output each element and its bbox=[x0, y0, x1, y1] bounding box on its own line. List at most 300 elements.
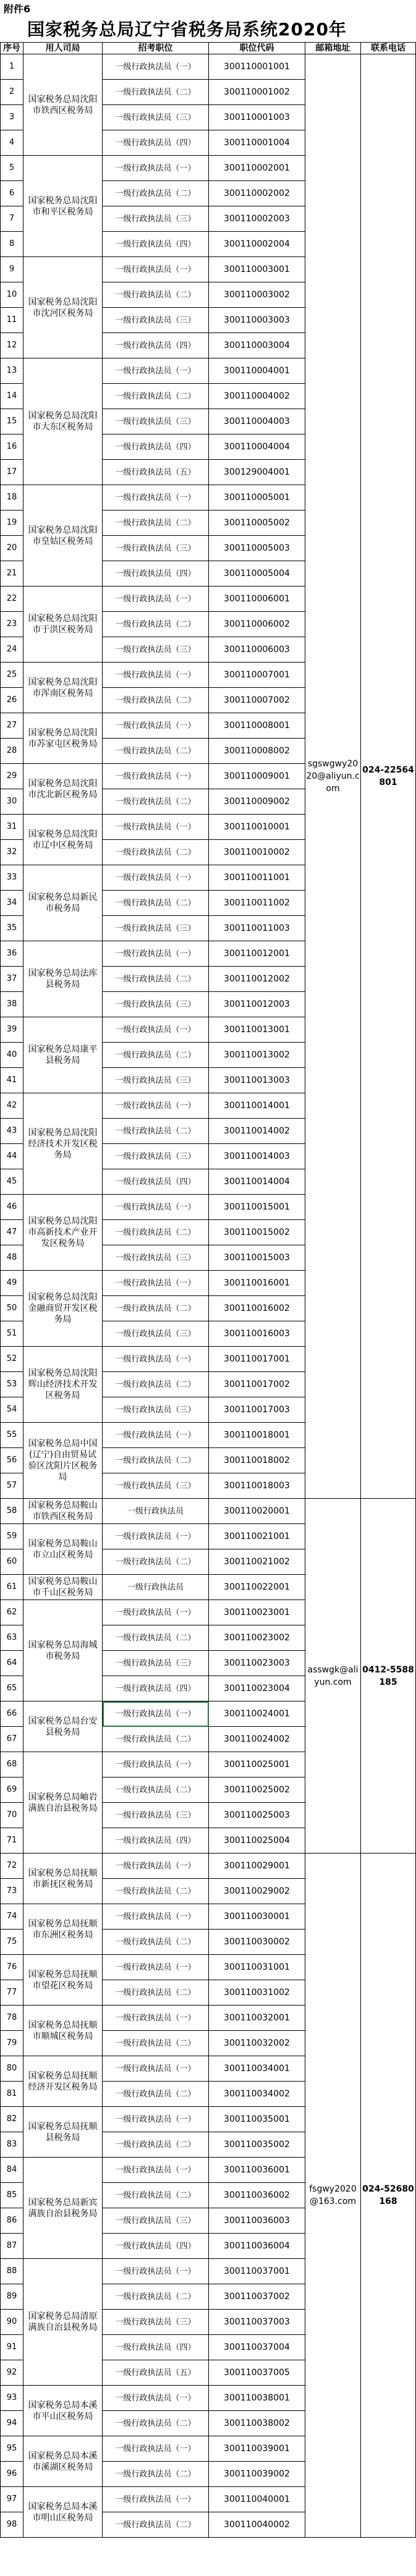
seq-cell[interactable]: 46 bbox=[0, 1195, 23, 1220]
position-cell[interactable]: 一级行政执法员（四） bbox=[103, 2234, 209, 2259]
seq-cell[interactable]: 57 bbox=[0, 1473, 23, 1499]
code-cell[interactable]: 300110020001 bbox=[209, 1499, 305, 1524]
position-cell[interactable]: 一级行政执法员（三） bbox=[103, 1803, 209, 1828]
position-cell[interactable]: 一级行政执法员（一） bbox=[103, 257, 209, 282]
position-cell[interactable]: 一级行政执法员（二） bbox=[103, 80, 209, 105]
code-cell[interactable]: 300110005003 bbox=[209, 536, 305, 561]
code-cell[interactable]: 300110007001 bbox=[209, 663, 305, 688]
code-cell[interactable]: 300110025003 bbox=[209, 1803, 305, 1828]
email-cell[interactable]: fsgwy2020@163.com bbox=[305, 1854, 361, 2538]
seq-cell[interactable]: 54 bbox=[0, 1397, 23, 1423]
code-cell[interactable]: 300110016003 bbox=[209, 1321, 305, 1347]
seq-cell[interactable]: 31 bbox=[0, 815, 23, 840]
seq-cell[interactable]: 33 bbox=[0, 865, 23, 891]
seq-cell[interactable]: 47 bbox=[0, 1220, 23, 1245]
code-cell[interactable]: 300110040001 bbox=[209, 2487, 305, 2512]
seq-cell[interactable]: 40 bbox=[0, 1043, 23, 1068]
seq-cell[interactable]: 30 bbox=[0, 789, 23, 815]
code-cell[interactable]: 300110037004 bbox=[209, 2335, 305, 2360]
code-cell[interactable]: 300110029002 bbox=[209, 1879, 305, 1904]
unit-cell[interactable]: 国家税务总局沈阳市铁西区税务局 bbox=[23, 54, 103, 156]
position-cell[interactable]: 一级行政执法员（二） bbox=[103, 840, 209, 865]
position-cell[interactable]: 一级行政执法员（二） bbox=[103, 2284, 209, 2310]
seq-cell[interactable]: 45 bbox=[0, 1169, 23, 1195]
unit-cell[interactable]: 国家税务总局沈阳市浑南区税务局 bbox=[23, 663, 103, 713]
seq-cell[interactable]: 29 bbox=[0, 764, 23, 789]
code-cell[interactable]: 300110036003 bbox=[209, 2208, 305, 2234]
code-cell[interactable]: 300110014003 bbox=[209, 1144, 305, 1169]
position-cell[interactable]: 一级行政执法员（一） bbox=[103, 1524, 209, 1549]
seq-cell[interactable]: 2 bbox=[0, 80, 23, 105]
code-cell[interactable]: 300110011003 bbox=[209, 916, 305, 941]
seq-cell[interactable]: 92 bbox=[0, 2360, 23, 2386]
unit-cell[interactable]: 国家税务总局新民市税务局 bbox=[23, 865, 103, 941]
seq-cell[interactable]: 17 bbox=[0, 460, 23, 485]
code-cell[interactable]: 300110037005 bbox=[209, 2360, 305, 2386]
code-cell[interactable]: 300110004003 bbox=[209, 409, 305, 434]
position-cell[interactable]: 一级行政执法员（二） bbox=[103, 789, 209, 815]
unit-cell[interactable]: 国家税务总局台安县税务局 bbox=[23, 1701, 103, 1752]
unit-cell[interactable]: 国家税务总局法库县税务局 bbox=[23, 941, 103, 1017]
seq-cell[interactable]: 55 bbox=[0, 1423, 23, 1448]
seq-cell[interactable]: 12 bbox=[0, 333, 23, 358]
position-cell[interactable]: 一级行政执法员（一） bbox=[103, 587, 209, 612]
header-phone[interactable]: 联系电话 bbox=[361, 42, 416, 54]
position-cell[interactable]: 一级行政执法员（一） bbox=[103, 815, 209, 840]
position-cell[interactable]: 一级行政执法员（二） bbox=[103, 739, 209, 764]
code-cell[interactable]: 300110011002 bbox=[209, 891, 305, 916]
unit-cell[interactable]: 国家税务总局抚顺市望花区税务局 bbox=[23, 1955, 103, 2006]
seq-cell[interactable]: 71 bbox=[0, 1828, 23, 1854]
position-cell[interactable]: 一级行政执法员（一） bbox=[103, 1423, 209, 1448]
code-cell[interactable]: 300110040002 bbox=[209, 2512, 305, 2538]
position-cell[interactable]: 一级行政执法员（四） bbox=[103, 130, 209, 156]
position-cell[interactable]: 一级行政执法员（一） bbox=[103, 865, 209, 891]
code-cell[interactable]: 300110001003 bbox=[209, 105, 305, 130]
seq-cell[interactable]: 18 bbox=[0, 485, 23, 511]
code-cell[interactable]: 300110017003 bbox=[209, 1397, 305, 1423]
position-cell[interactable]: 一级行政执法员（三） bbox=[103, 2208, 209, 2234]
position-cell[interactable]: 一级行政执法员（二） bbox=[103, 384, 209, 409]
seq-cell[interactable]: 21 bbox=[0, 561, 23, 587]
position-cell[interactable]: 一级行政执法员（三） bbox=[103, 1651, 209, 1676]
code-cell[interactable]: 300110023004 bbox=[209, 1676, 305, 1701]
seq-cell[interactable]: 24 bbox=[0, 637, 23, 663]
seq-cell[interactable]: 26 bbox=[0, 688, 23, 713]
seq-cell[interactable]: 95 bbox=[0, 2436, 23, 2462]
code-cell[interactable]: 300110015002 bbox=[209, 1220, 305, 1245]
position-cell[interactable]: 一级行政执法员（一） bbox=[103, 1017, 209, 1043]
seq-cell[interactable]: 6 bbox=[0, 181, 23, 206]
position-cell[interactable]: 一级行政执法员（三） bbox=[103, 308, 209, 333]
position-cell[interactable]: 一级行政执法员（三） bbox=[103, 1473, 209, 1499]
seq-cell[interactable]: 77 bbox=[0, 1980, 23, 2006]
position-cell[interactable]: 一级行政执法员（四） bbox=[103, 232, 209, 257]
seq-cell[interactable]: 23 bbox=[0, 612, 23, 637]
code-cell[interactable]: 300110010001 bbox=[209, 815, 305, 840]
position-cell[interactable]: 一级行政执法员（二） bbox=[103, 1372, 209, 1397]
position-cell[interactable]: 一级行政执法员（一） bbox=[103, 1854, 209, 1879]
code-cell[interactable]: 300110036001 bbox=[209, 2158, 305, 2183]
code-cell[interactable]: 300110009002 bbox=[209, 789, 305, 815]
position-cell[interactable]: 一级行政执法员（一） bbox=[103, 485, 209, 511]
unit-cell[interactable]: 国家税务总局沈阳市高新技术产业开发区税务局 bbox=[23, 1195, 103, 1271]
position-cell[interactable]: 一级行政执法员（二） bbox=[103, 1220, 209, 1245]
seq-cell[interactable]: 63 bbox=[0, 1625, 23, 1651]
seq-cell[interactable]: 84 bbox=[0, 2158, 23, 2183]
code-cell[interactable]: 300110008001 bbox=[209, 713, 305, 739]
seq-cell[interactable]: 51 bbox=[0, 1321, 23, 1347]
seq-cell[interactable]: 10 bbox=[0, 282, 23, 308]
unit-cell[interactable]: 国家税务总局沈阳辉山经济技术开发区税务局 bbox=[23, 1347, 103, 1423]
position-cell[interactable]: 一级行政执法员（一） bbox=[103, 1271, 209, 1296]
code-cell[interactable]: 300110004002 bbox=[209, 384, 305, 409]
code-cell[interactable]: 300110034002 bbox=[209, 2082, 305, 2107]
seq-cell[interactable]: 34 bbox=[0, 891, 23, 916]
unit-cell[interactable]: 国家税务总局抚顺市新抚区税务局 bbox=[23, 1854, 103, 1904]
code-cell[interactable]: 300110001001 bbox=[209, 54, 305, 80]
header-code[interactable]: 职位代码 bbox=[209, 42, 305, 54]
unit-cell[interactable]: 国家税务总局沈阳市辽中区税务局 bbox=[23, 815, 103, 865]
code-cell[interactable]: 300110025001 bbox=[209, 1752, 305, 1777]
seq-cell[interactable]: 49 bbox=[0, 1271, 23, 1296]
seq-cell[interactable]: 69 bbox=[0, 1777, 23, 1803]
code-cell[interactable]: 300110012001 bbox=[209, 941, 305, 967]
code-cell[interactable]: 300110021002 bbox=[209, 1549, 305, 1575]
code-cell[interactable]: 300110031002 bbox=[209, 1980, 305, 2006]
position-cell[interactable]: 一级行政执法员（二） bbox=[103, 1879, 209, 1904]
position-cell[interactable]: 一级行政执法员（二） bbox=[103, 1930, 209, 1955]
position-cell[interactable]: 一级行政执法员（四） bbox=[103, 1828, 209, 1854]
code-cell[interactable]: 300110036004 bbox=[209, 2234, 305, 2259]
position-cell[interactable]: 一级行政执法员（二） bbox=[103, 2082, 209, 2107]
code-cell[interactable]: 300110010002 bbox=[209, 840, 305, 865]
code-cell[interactable]: 300110018001 bbox=[209, 1423, 305, 1448]
seq-cell[interactable]: 89 bbox=[0, 2284, 23, 2310]
seq-cell[interactable]: 39 bbox=[0, 1017, 23, 1043]
code-cell[interactable]: 300110024001 bbox=[209, 1701, 305, 1727]
seq-cell[interactable]: 83 bbox=[0, 2132, 23, 2158]
position-cell[interactable]: 一级行政执法员（四） bbox=[103, 1676, 209, 1701]
code-cell[interactable]: 300110005002 bbox=[209, 511, 305, 536]
unit-cell[interactable]: 国家税务总局抚顺经济开发区税务局 bbox=[23, 2056, 103, 2107]
unit-cell[interactable]: 国家税务总局沈阳金融商贸开发区税务局 bbox=[23, 1271, 103, 1347]
position-cell[interactable]: 一级行政执法员（二） bbox=[103, 1625, 209, 1651]
position-cell[interactable]: 一级行政执法员（三） bbox=[103, 105, 209, 130]
unit-cell[interactable]: 国家税务总局本溪市明山区税务局 bbox=[23, 2487, 103, 2538]
seq-cell[interactable]: 98 bbox=[0, 2512, 23, 2538]
position-cell[interactable]: 一级行政执法员（一） bbox=[103, 54, 209, 80]
position-cell[interactable]: 一级行政执法员（二） bbox=[103, 1043, 209, 1068]
code-cell[interactable]: 300110032001 bbox=[209, 2006, 305, 2031]
seq-cell[interactable]: 22 bbox=[0, 587, 23, 612]
unit-cell[interactable]: 国家税务总局中国(辽宁)自由贸易试验区沈阳片区税务局 bbox=[23, 1423, 103, 1499]
seq-cell[interactable]: 7 bbox=[0, 206, 23, 232]
position-cell[interactable]: 一级行政执法员（二） bbox=[103, 2132, 209, 2158]
unit-cell[interactable]: 国家税务总局抚顺市顺城区税务局 bbox=[23, 2006, 103, 2056]
position-cell[interactable]: 一级行政执法员（一） bbox=[103, 1701, 209, 1727]
position-cell[interactable]: 一级行政执法员（一） bbox=[103, 941, 209, 967]
seq-cell[interactable]: 74 bbox=[0, 1904, 23, 1930]
unit-cell[interactable]: 国家税务总局康平县税务局 bbox=[23, 1017, 103, 1093]
seq-cell[interactable]: 61 bbox=[0, 1575, 23, 1600]
code-cell[interactable]: 300110021001 bbox=[209, 1524, 305, 1549]
seq-cell[interactable]: 66 bbox=[0, 1701, 23, 1727]
position-cell[interactable]: 一级行政执法员（二） bbox=[103, 2512, 209, 2538]
position-cell[interactable]: 一级行政执法员 bbox=[103, 1575, 209, 1600]
seq-cell[interactable]: 67 bbox=[0, 1727, 23, 1752]
position-cell[interactable]: 一级行政执法员（二） bbox=[103, 1980, 209, 2006]
seq-cell[interactable]: 97 bbox=[0, 2487, 23, 2512]
seq-cell[interactable]: 5 bbox=[0, 156, 23, 181]
seq-cell[interactable]: 62 bbox=[0, 1600, 23, 1625]
code-cell[interactable]: 300110024002 bbox=[209, 1727, 305, 1752]
code-cell[interactable]: 300110001002 bbox=[209, 80, 305, 105]
position-cell[interactable]: 一级行政执法员 bbox=[103, 1499, 209, 1524]
seq-cell[interactable]: 94 bbox=[0, 2411, 23, 2436]
position-cell[interactable]: 一级行政执法员（三） bbox=[103, 637, 209, 663]
position-cell[interactable]: 一级行政执法员（二） bbox=[103, 282, 209, 308]
code-cell[interactable]: 300110015001 bbox=[209, 1195, 305, 1220]
position-cell[interactable]: 一级行政执法员（三） bbox=[103, 206, 209, 232]
code-cell[interactable]: 300110023001 bbox=[209, 1600, 305, 1625]
position-cell[interactable]: 一级行政执法员（二） bbox=[103, 2183, 209, 2208]
email-cell[interactable]: sgswgwy2020@aliyun.com bbox=[305, 54, 361, 1499]
unit-cell[interactable]: 国家税务总局抚顺市东洲区税务局 bbox=[23, 1904, 103, 1955]
position-cell[interactable]: 一级行政执法员（一） bbox=[103, 2259, 209, 2284]
position-cell[interactable]: 一级行政执法员（二） bbox=[103, 1777, 209, 1803]
position-cell[interactable]: 一级行政执法员（二） bbox=[103, 2462, 209, 2487]
unit-cell[interactable]: 国家税务总局沈阳市沈北新区税务局 bbox=[23, 764, 103, 815]
seq-cell[interactable]: 3 bbox=[0, 105, 23, 130]
unit-cell[interactable]: 国家税务总局沈阳市于洪区税务局 bbox=[23, 587, 103, 663]
position-cell[interactable]: 一级行政执法员（一） bbox=[103, 2056, 209, 2082]
code-cell[interactable]: 300110018003 bbox=[209, 1473, 305, 1499]
position-cell[interactable]: 一级行政执法员（一） bbox=[103, 1600, 209, 1625]
unit-cell[interactable]: 国家税务总局抚顺县税务局 bbox=[23, 2107, 103, 2158]
code-cell[interactable]: 300110002003 bbox=[209, 206, 305, 232]
position-cell[interactable]: 一级行政执法员（一） bbox=[103, 2386, 209, 2411]
seq-cell[interactable]: 28 bbox=[0, 739, 23, 764]
position-cell[interactable]: 一级行政执法员（一） bbox=[103, 2487, 209, 2512]
unit-cell[interactable]: 国家税务总局清原满族自治县税务局 bbox=[23, 2259, 103, 2386]
code-cell[interactable]: 300110012002 bbox=[209, 967, 305, 992]
code-cell[interactable]: 300110013001 bbox=[209, 1017, 305, 1043]
seq-cell[interactable]: 9 bbox=[0, 257, 23, 282]
position-cell[interactable]: 一级行政执法员（三） bbox=[103, 1068, 209, 1093]
seq-cell[interactable]: 86 bbox=[0, 2208, 23, 2234]
position-cell[interactable]: 一级行政执法员（三） bbox=[103, 916, 209, 941]
seq-cell[interactable]: 48 bbox=[0, 1245, 23, 1271]
seq-cell[interactable]: 44 bbox=[0, 1144, 23, 1169]
seq-cell[interactable]: 87 bbox=[0, 2234, 23, 2259]
position-cell[interactable]: 一级行政执法员（四） bbox=[103, 561, 209, 587]
unit-cell[interactable]: 国家税务总局鞍山市立山区税务局 bbox=[23, 1524, 103, 1575]
code-cell[interactable]: 300110006001 bbox=[209, 587, 305, 612]
seq-cell[interactable]: 91 bbox=[0, 2335, 23, 2360]
seq-cell[interactable]: 68 bbox=[0, 1752, 23, 1777]
seq-cell[interactable]: 93 bbox=[0, 2386, 23, 2411]
seq-cell[interactable]: 27 bbox=[0, 713, 23, 739]
seq-cell[interactable]: 41 bbox=[0, 1068, 23, 1093]
position-cell[interactable]: 一级行政执法员（一） bbox=[103, 2158, 209, 2183]
header-position[interactable]: 招考职位 bbox=[103, 42, 209, 54]
seq-cell[interactable]: 13 bbox=[0, 358, 23, 384]
seq-cell[interactable]: 43 bbox=[0, 1119, 23, 1144]
unit-cell[interactable]: 国家税务总局岫岩满族自治县税务局 bbox=[23, 1752, 103, 1854]
code-cell[interactable]: 300110030001 bbox=[209, 1904, 305, 1930]
code-cell[interactable]: 300110014001 bbox=[209, 1093, 305, 1119]
seq-cell[interactable]: 65 bbox=[0, 1676, 23, 1701]
code-cell[interactable]: 300110037001 bbox=[209, 2259, 305, 2284]
code-cell[interactable]: 300110004004 bbox=[209, 434, 305, 460]
seq-cell[interactable]: 50 bbox=[0, 1296, 23, 1321]
code-cell[interactable]: 300110035002 bbox=[209, 2132, 305, 2158]
header-email[interactable]: 邮箱地址 bbox=[305, 42, 361, 54]
position-cell[interactable]: 一级行政执法员（二） bbox=[103, 1727, 209, 1752]
seq-cell[interactable]: 20 bbox=[0, 536, 23, 561]
code-cell[interactable]: 300110038001 bbox=[209, 2386, 305, 2411]
code-cell[interactable]: 300110006003 bbox=[209, 637, 305, 663]
position-cell[interactable]: 一级行政执法员（三） bbox=[103, 1144, 209, 1169]
position-cell[interactable]: 一级行政执法员（二） bbox=[103, 1549, 209, 1575]
position-cell[interactable]: 一级行政执法员（五） bbox=[103, 460, 209, 485]
seq-cell[interactable]: 25 bbox=[0, 663, 23, 688]
seq-cell[interactable]: 75 bbox=[0, 1930, 23, 1955]
code-cell[interactable]: 300110003002 bbox=[209, 282, 305, 308]
code-cell[interactable]: 300110002004 bbox=[209, 232, 305, 257]
code-cell[interactable]: 300110012003 bbox=[209, 992, 305, 1017]
code-cell[interactable]: 300110013003 bbox=[209, 1068, 305, 1093]
code-cell[interactable]: 300110029001 bbox=[209, 1854, 305, 1879]
seq-cell[interactable]: 70 bbox=[0, 1803, 23, 1828]
phone-cell[interactable]: 0412-5588185 bbox=[361, 1499, 416, 1854]
position-cell[interactable]: 一级行政执法员（一） bbox=[103, 713, 209, 739]
position-cell[interactable]: 一级行政执法员（二） bbox=[103, 1448, 209, 1473]
code-cell[interactable]: 300110011001 bbox=[209, 865, 305, 891]
code-cell[interactable]: 300110005004 bbox=[209, 561, 305, 587]
position-cell[interactable]: 一级行政执法员（二） bbox=[103, 181, 209, 206]
code-cell[interactable]: 300110013002 bbox=[209, 1043, 305, 1068]
position-cell[interactable]: 一级行政执法员（一） bbox=[103, 358, 209, 384]
seq-cell[interactable]: 4 bbox=[0, 130, 23, 156]
code-cell[interactable]: 300110003003 bbox=[209, 308, 305, 333]
code-cell[interactable]: 300110025002 bbox=[209, 1777, 305, 1803]
seq-cell[interactable]: 59 bbox=[0, 1524, 23, 1549]
position-cell[interactable]: 一级行政执法员（四） bbox=[103, 434, 209, 460]
position-cell[interactable]: 一级行政执法员（一） bbox=[103, 2107, 209, 2132]
seq-cell[interactable]: 56 bbox=[0, 1448, 23, 1473]
seq-cell[interactable]: 76 bbox=[0, 1955, 23, 1980]
code-cell[interactable]: 300110006002 bbox=[209, 612, 305, 637]
position-cell[interactable]: 一级行政执法员（一） bbox=[103, 663, 209, 688]
seq-cell[interactable]: 73 bbox=[0, 1879, 23, 1904]
code-cell[interactable]: 300110014004 bbox=[209, 1169, 305, 1195]
seq-cell[interactable]: 8 bbox=[0, 232, 23, 257]
code-cell[interactable]: 300110017001 bbox=[209, 1347, 305, 1372]
position-cell[interactable]: 一级行政执法员（三） bbox=[103, 2310, 209, 2335]
code-cell[interactable]: 300110035001 bbox=[209, 2107, 305, 2132]
position-cell[interactable]: 一级行政执法员（二） bbox=[103, 891, 209, 916]
code-cell[interactable]: 300110037002 bbox=[209, 2284, 305, 2310]
seq-cell[interactable]: 11 bbox=[0, 308, 23, 333]
position-cell[interactable]: 一级行政执法员（四） bbox=[103, 333, 209, 358]
code-cell[interactable]: 300110036002 bbox=[209, 2183, 305, 2208]
code-cell[interactable]: 300110034001 bbox=[209, 2056, 305, 2082]
code-cell[interactable]: 300110039001 bbox=[209, 2436, 305, 2462]
position-cell[interactable]: 一级行政执法员（五） bbox=[103, 2360, 209, 2386]
code-cell[interactable]: 300110001004 bbox=[209, 130, 305, 156]
code-cell[interactable]: 300110002001 bbox=[209, 156, 305, 181]
unit-cell[interactable]: 国家税务总局沈阳经济技术开发区税务局 bbox=[23, 1093, 103, 1195]
position-cell[interactable]: 一级行政执法员（二） bbox=[103, 612, 209, 637]
code-cell[interactable]: 300110023002 bbox=[209, 1625, 305, 1651]
code-cell[interactable]: 300110022001 bbox=[209, 1575, 305, 1600]
code-cell[interactable]: 300110015003 bbox=[209, 1245, 305, 1271]
seq-cell[interactable]: 19 bbox=[0, 511, 23, 536]
seq-cell[interactable]: 37 bbox=[0, 967, 23, 992]
code-cell[interactable]: 300110037003 bbox=[209, 2310, 305, 2335]
seq-cell[interactable]: 72 bbox=[0, 1854, 23, 1879]
unit-cell[interactable]: 国家税务总局沈阳市大东区税务局 bbox=[23, 358, 103, 485]
code-cell[interactable]: 300110016002 bbox=[209, 1296, 305, 1321]
email-cell[interactable]: asswgk@aliyun.com bbox=[305, 1499, 361, 1854]
position-cell[interactable]: 一级行政执法员（一） bbox=[103, 764, 209, 789]
phone-cell[interactable]: 024-52680168 bbox=[361, 1854, 416, 2538]
position-cell[interactable]: 一级行政执法员（三） bbox=[103, 536, 209, 561]
position-cell[interactable]: 一级行政执法员（一） bbox=[103, 1195, 209, 1220]
position-cell[interactable]: 一级行政执法员（一） bbox=[103, 1752, 209, 1777]
unit-cell[interactable]: 国家税务总局新宾满族自治县税务局 bbox=[23, 2158, 103, 2259]
code-cell[interactable]: 300110038002 bbox=[209, 2411, 305, 2436]
position-cell[interactable]: 一级行政执法员（一） bbox=[103, 156, 209, 181]
position-cell[interactable]: 一级行政执法员（二） bbox=[103, 1296, 209, 1321]
seq-cell[interactable]: 38 bbox=[0, 992, 23, 1017]
seq-cell[interactable]: 82 bbox=[0, 2107, 23, 2132]
code-cell[interactable]: 300110039002 bbox=[209, 2462, 305, 2487]
seq-cell[interactable]: 14 bbox=[0, 384, 23, 409]
unit-cell[interactable]: 国家税务总局本溪市平山区税务局 bbox=[23, 2386, 103, 2436]
position-cell[interactable]: 一级行政执法员（三） bbox=[103, 992, 209, 1017]
position-cell[interactable]: 一级行政执法员（一） bbox=[103, 1955, 209, 1980]
position-cell[interactable]: 一级行政执法员（二） bbox=[103, 688, 209, 713]
seq-cell[interactable]: 96 bbox=[0, 2462, 23, 2487]
position-cell[interactable]: 一级行政执法员（二） bbox=[103, 2031, 209, 2056]
code-cell[interactable]: 300110008002 bbox=[209, 739, 305, 764]
seq-cell[interactable]: 60 bbox=[0, 1549, 23, 1575]
unit-cell[interactable]: 国家税务总局海城市税务局 bbox=[23, 1600, 103, 1701]
seq-cell[interactable]: 88 bbox=[0, 2259, 23, 2284]
position-cell[interactable]: 一级行政执法员（一） bbox=[103, 2006, 209, 2031]
position-cell[interactable]: 一级行政执法员（三） bbox=[103, 409, 209, 434]
position-cell[interactable]: 一级行政执法员（二） bbox=[103, 2411, 209, 2436]
seq-cell[interactable]: 32 bbox=[0, 840, 23, 865]
seq-cell[interactable]: 52 bbox=[0, 1347, 23, 1372]
seq-cell[interactable]: 58 bbox=[0, 1499, 23, 1524]
seq-cell[interactable]: 80 bbox=[0, 2056, 23, 2082]
seq-cell[interactable]: 81 bbox=[0, 2082, 23, 2107]
position-cell[interactable]: 一级行政执法员（二） bbox=[103, 1119, 209, 1144]
code-cell[interactable]: 300110031001 bbox=[209, 1955, 305, 1980]
seq-cell[interactable]: 90 bbox=[0, 2310, 23, 2335]
seq-cell[interactable]: 15 bbox=[0, 409, 23, 434]
seq-cell[interactable]: 1 bbox=[0, 54, 23, 80]
header-unit[interactable]: 用人司局 bbox=[23, 42, 103, 54]
position-cell[interactable]: 一级行政执法员（二） bbox=[103, 967, 209, 992]
unit-cell[interactable]: 国家税务总局沈阳市皇姑区税务局 bbox=[23, 485, 103, 587]
header-seq[interactable]: 序号 bbox=[0, 42, 23, 54]
unit-cell[interactable]: 国家税务总局沈阳市沈河区税务局 bbox=[23, 257, 103, 358]
